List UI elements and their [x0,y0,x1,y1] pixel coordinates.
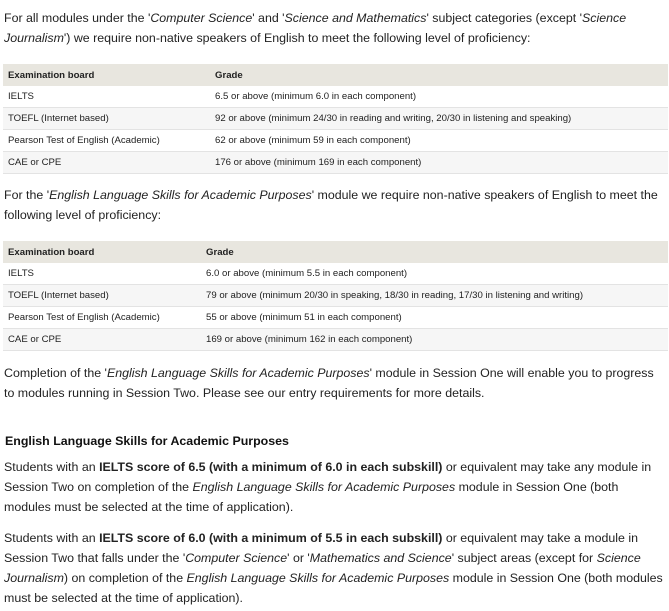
grade-cell: 79 or above (minimum 20/30 in speaking, 18/30 in reading, 17/30 in listening and writing) [201,285,668,307]
exam-board-cell: IELTS [3,263,201,285]
intro-paragraph-2: For the 'English Language Skills for Academic Purposes' module we require non-native speakers of English to meet the following level of proficiency: [4,188,658,222]
exam-board-cell: Pearson Test of English (Academic) [3,130,210,152]
exam-board-cell: IELTS [3,86,210,108]
grade-cell: 6.5 or above (minimum 6.0 in each component) [210,86,668,108]
ielts-6-0-paragraph: Students with an IELTS score of 6.0 (with a minimum of 5.5 in each subskill) or equivalent may take a module in Session Two that falls under the 'Computer Science' or 'Mathematics and Science' subject areas (except for Science Journalism) on completion of the English Language Skills for Academic Purposes module in Session One (both modules must be selected at the time of application). [4,531,663,605]
proficiency-table-english-skills [3,241,668,351]
table-row [3,108,668,130]
table-row [3,152,668,174]
table-header-row [3,241,668,263]
grade-cell: 6.0 or above (minimum 5.5 in each component) [201,263,668,285]
intro-paragraph-1: For all modules under the 'Computer Science' and 'Science and Mathematics' subject categories (except 'Science Journalism') we require non-native speakers of English to meet the following level of proficiency: [4,11,627,45]
column-header-grade: Grade [201,241,668,263]
grade-cell: 55 or above (minimum 51 in each component) [201,307,668,329]
grade-cell: 92 or above (minimum 24/30 in reading and writing, 20/30 in listening and speaking) [210,108,668,130]
column-header-examination-board: Examination board [3,241,201,263]
completion-paragraph: Completion of the 'English Language Skills for Academic Purposes' module in Session One will enable you to progress to modules running in Session Two. Please see our entry requirements for more details. [4,366,654,400]
exam-board-cell: CAE or CPE [3,329,201,351]
proficiency-table-general [3,64,668,174]
column-header-examination-board: Examination board [3,64,210,86]
exam-board-cell: CAE or CPE [3,152,210,174]
grade-cell: 169 or above (minimum 162 in each component) [201,329,668,351]
table-row [3,130,668,152]
exam-board-cell: Pearson Test of English (Academic) [3,307,201,329]
ielts-6-5-paragraph: Students with an IELTS score of 6.5 (with a minimum of 6.0 in each subskill) or equivalent may take any module in Session Two on completion of the English Language Skills for Academic Purposes module in Session One (both modules must be selected at the time of application). [4,460,652,514]
table-row [3,307,668,329]
table-row [3,285,668,307]
grade-cell: 176 or above (minimum 169 in each component) [210,152,668,174]
exam-board-cell: TOEFL (Internet based) [3,285,201,307]
table-header-row [3,64,668,86]
table-row [3,263,668,285]
grade-cell: 62 or above (minimum 59 in each component) [210,130,668,152]
exam-board-cell: TOEFL (Internet based) [3,108,210,130]
section-heading: English Language Skills for Academic Purposes [5,434,289,448]
table-row [3,329,668,351]
column-header-grade: Grade [210,64,668,86]
table-row [3,86,668,108]
